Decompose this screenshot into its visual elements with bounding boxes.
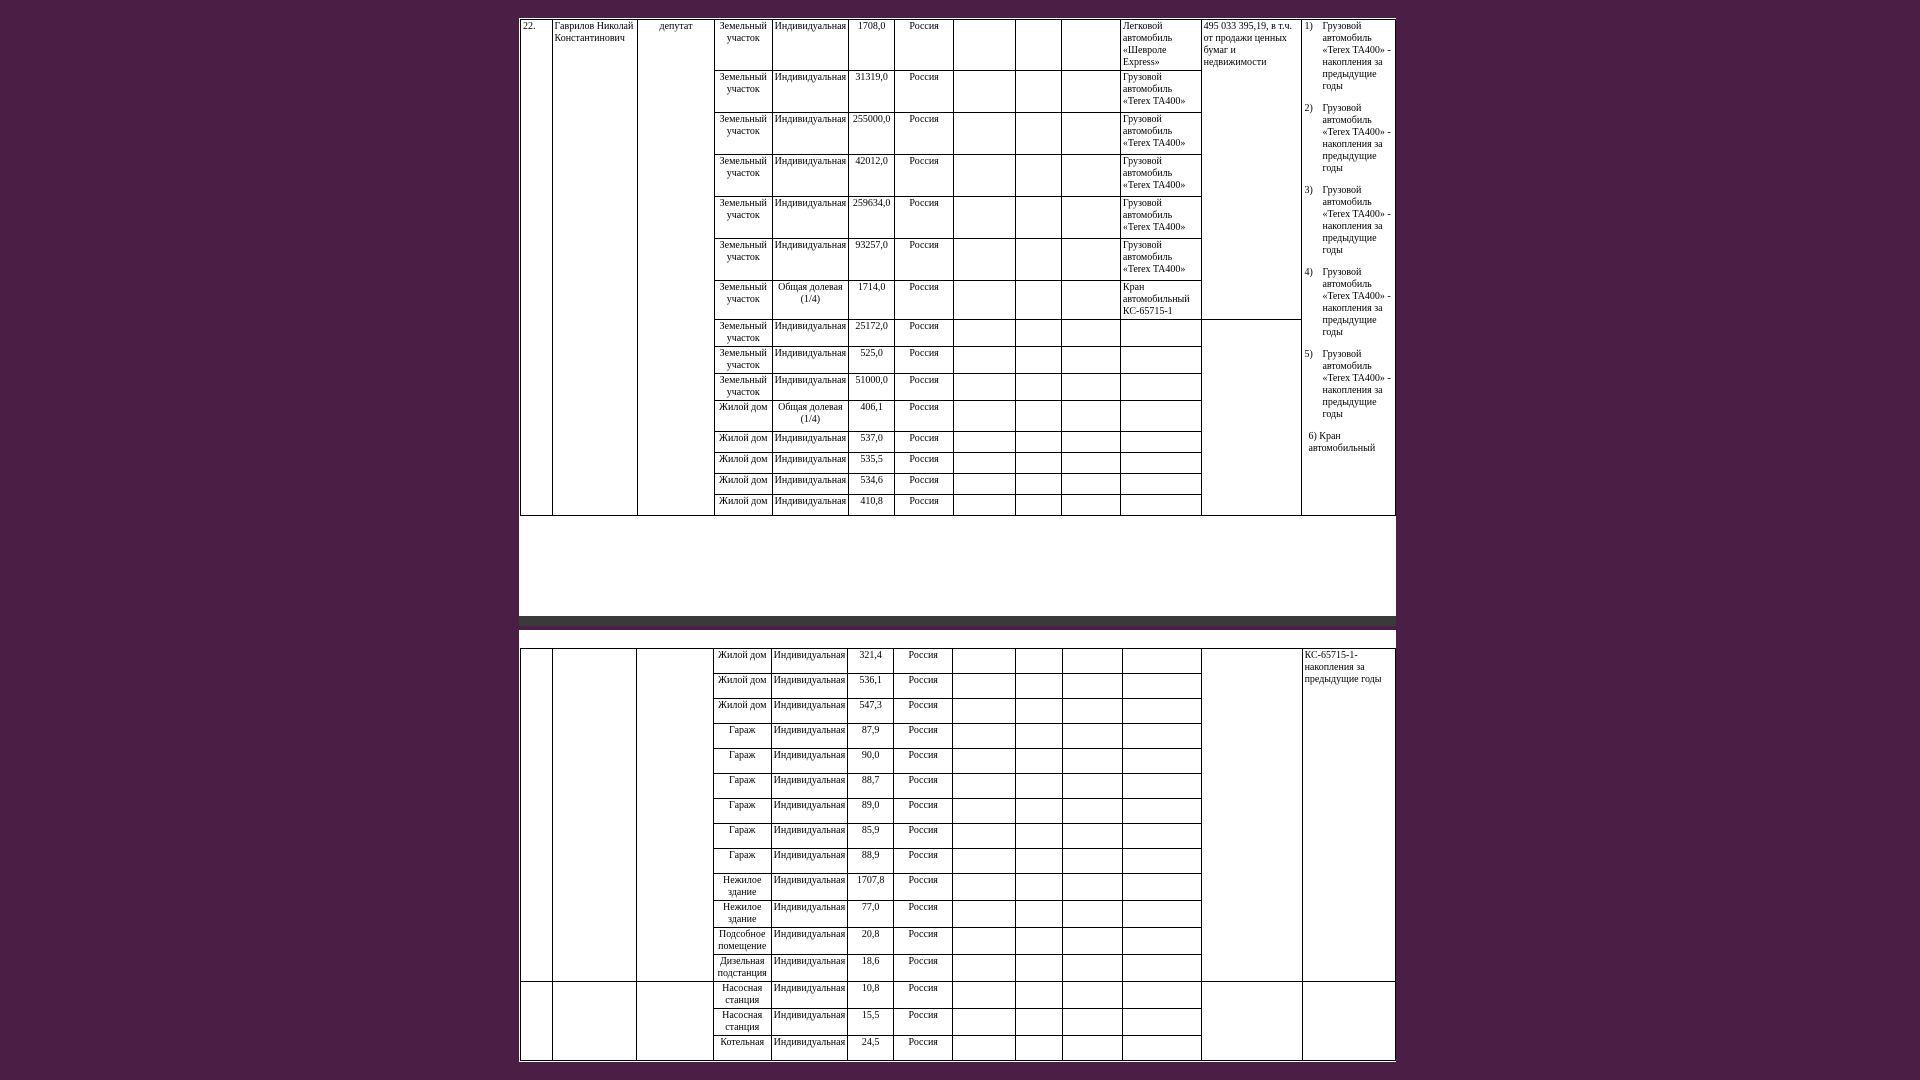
property-country: Россия xyxy=(893,982,953,1009)
funding-sources xyxy=(1302,20,1396,516)
empty-cell xyxy=(953,799,1016,824)
empty-cell xyxy=(953,774,1016,799)
property-country: Россия xyxy=(893,799,953,824)
empty-cell xyxy=(1061,155,1120,197)
empty-cell xyxy=(1061,347,1120,374)
empty-cell xyxy=(1061,239,1120,281)
ownership-type: Индивидуальная xyxy=(771,901,848,928)
empty-cell xyxy=(1061,281,1120,320)
property-country: Россия xyxy=(895,453,954,474)
property-type: Жилой дом xyxy=(714,474,772,495)
empty-cell xyxy=(1122,724,1202,749)
property-type: Гараж xyxy=(713,824,771,849)
property-country: Россия xyxy=(895,239,954,281)
property-area: 1708,0 xyxy=(849,20,895,71)
ownership-type: Общая долевая (1/4) xyxy=(772,401,849,432)
property-type: Жилой дом xyxy=(713,699,771,724)
property-type: Жилой дом xyxy=(714,432,772,453)
property-type: Котельная xyxy=(713,1036,771,1061)
empty-cell xyxy=(1122,874,1202,901)
property-type: Земельный участок xyxy=(714,374,772,401)
empty-cell xyxy=(954,453,1016,474)
empty-cell xyxy=(1016,749,1062,774)
property-area: 10,8 xyxy=(848,982,894,1009)
property-country: Россия xyxy=(893,649,953,674)
empty-cell xyxy=(954,320,1016,347)
empty-cell xyxy=(954,432,1016,453)
empty-cell xyxy=(1122,1009,1202,1036)
property-country: Россия xyxy=(893,874,953,901)
empty-cell xyxy=(1202,649,1302,982)
list-item-number: 5) xyxy=(1304,349,1313,360)
list-item-6: 6) Кран автомобильный xyxy=(1308,431,1376,454)
property-area: 51000,0 xyxy=(849,374,895,401)
ownership-type: Индивидуальная xyxy=(772,239,849,281)
ownership-type: Индивидуальная xyxy=(771,928,848,955)
empty-cell xyxy=(1061,374,1120,401)
empty-cell xyxy=(1122,824,1202,849)
ownership-type: Индивидуальная xyxy=(772,20,849,71)
property-type: Земельный участок xyxy=(714,71,772,113)
property-country: Россия xyxy=(893,901,953,928)
property-area: 535,5 xyxy=(849,453,895,474)
property-type: Земельный участок xyxy=(714,320,772,347)
empty-cell xyxy=(1120,453,1201,474)
list-item xyxy=(1304,103,1393,175)
empty-cell xyxy=(1122,982,1202,1009)
vehicle: Кран автомобильный КС-65715-1 xyxy=(1120,281,1201,320)
property-area: 534,6 xyxy=(849,474,895,495)
property-country: Россия xyxy=(895,20,954,71)
empty-cell xyxy=(1122,799,1202,824)
empty-cell xyxy=(1016,649,1062,674)
empty-cell xyxy=(1016,239,1062,281)
funding-sources-list xyxy=(1304,21,1393,421)
empty-cell xyxy=(1016,674,1062,699)
empty-cell xyxy=(1062,724,1122,749)
row-number: 22. xyxy=(521,20,553,516)
empty-cell xyxy=(521,982,553,1061)
list-item xyxy=(1304,185,1393,257)
empty-cell xyxy=(1016,155,1062,197)
ownership-type: Индивидуальная xyxy=(771,674,848,699)
empty-cell xyxy=(1061,113,1120,155)
list-item-text: Грузовой автомобиль «Terex TA400» - накопления за предыдущие годы xyxy=(1322,349,1391,420)
empty-cell xyxy=(954,281,1016,320)
empty-cell xyxy=(1061,20,1120,71)
property-type: Земельный участок xyxy=(714,113,772,155)
empty-cell xyxy=(1061,71,1120,113)
list-item-number: 2) xyxy=(1304,103,1313,114)
empty-cell xyxy=(1062,674,1122,699)
empty-cell xyxy=(954,20,1016,71)
list-item xyxy=(1304,349,1393,421)
empty-cell xyxy=(1016,374,1062,401)
property-area: 88,9 xyxy=(848,849,894,874)
ownership-type: Индивидуальная xyxy=(771,874,848,901)
empty-cell xyxy=(1120,347,1201,374)
ownership-type: Индивидуальная xyxy=(772,495,849,516)
property-type: Земельный участок xyxy=(714,281,772,320)
property-area: 85,9 xyxy=(848,824,894,849)
property-area: 89,0 xyxy=(848,799,894,824)
ownership-type: Индивидуальная xyxy=(772,347,849,374)
vehicle: Грузовой автомобиль «Terex TA400» xyxy=(1120,197,1201,239)
ownership-type: Индивидуальная xyxy=(771,774,848,799)
property-type: Жилой дом xyxy=(713,674,771,699)
list-item-text: Грузовой автомобиль «Terex TA400» - накопления за предыдущие годы xyxy=(1322,103,1391,174)
property-type: Земельный участок xyxy=(714,155,772,197)
empty-cell xyxy=(953,824,1016,849)
ownership-type: Индивидуальная xyxy=(772,374,849,401)
table-row xyxy=(521,982,1396,1009)
ownership-type: Индивидуальная xyxy=(772,320,849,347)
property-country: Россия xyxy=(893,1009,953,1036)
empty-cell xyxy=(954,197,1016,239)
property-country: Россия xyxy=(893,1036,953,1061)
empty-cell xyxy=(1122,674,1202,699)
property-area: 42012,0 xyxy=(849,155,895,197)
property-area: 25172,0 xyxy=(849,320,895,347)
empty-cell xyxy=(953,1036,1016,1061)
empty-cell xyxy=(1120,401,1201,432)
empty-cell xyxy=(1062,649,1122,674)
property-country: Россия xyxy=(893,928,953,955)
property-type: Насосная станция xyxy=(713,1009,771,1036)
empty-cell xyxy=(953,649,1016,674)
property-area: 406,1 xyxy=(849,401,895,432)
declaration-table-page-2 xyxy=(520,648,1396,1061)
property-area: 31319,0 xyxy=(849,71,895,113)
property-area: 321,4 xyxy=(848,649,894,674)
empty-cell xyxy=(1016,874,1062,901)
empty-cell xyxy=(637,649,714,982)
empty-cell xyxy=(953,928,1016,955)
property-country: Россия xyxy=(893,674,953,699)
declared-income: 495 033 395,19, в т.ч. от продажи ценных бумаг и недвижимости xyxy=(1201,20,1302,320)
empty-cell xyxy=(1061,453,1120,474)
list-item xyxy=(1304,267,1393,339)
list-item-number: 4) xyxy=(1304,267,1313,278)
ownership-type: Индивидуальная xyxy=(771,724,848,749)
property-country: Россия xyxy=(893,849,953,874)
empty-cell xyxy=(1016,71,1062,113)
funding-sources-continued: КС-65715-1- накопления за предыдущие годы xyxy=(1302,649,1395,982)
empty-cell xyxy=(1061,320,1120,347)
empty-cell xyxy=(1062,982,1122,1009)
empty-cell xyxy=(1062,774,1122,799)
empty-cell xyxy=(1122,774,1202,799)
empty-cell xyxy=(1062,849,1122,874)
empty-cell xyxy=(1120,474,1201,495)
empty-cell xyxy=(1062,749,1122,774)
property-area: 410,8 xyxy=(849,495,895,516)
property-area: 1714,0 xyxy=(849,281,895,320)
empty-cell xyxy=(954,239,1016,281)
ownership-type: Индивидуальная xyxy=(772,155,849,197)
property-area: 525,0 xyxy=(849,347,895,374)
empty-cell xyxy=(1062,928,1122,955)
empty-cell xyxy=(1016,849,1062,874)
empty-cell xyxy=(1016,724,1062,749)
empty-cell xyxy=(1120,432,1201,453)
vehicle: Грузовой автомобиль «Terex TA400» xyxy=(1120,239,1201,281)
empty-cell xyxy=(1062,699,1122,724)
empty-cell xyxy=(954,374,1016,401)
property-area: 537,0 xyxy=(849,432,895,453)
empty-cell xyxy=(1061,474,1120,495)
property-type: Насосная станция xyxy=(713,982,771,1009)
property-country: Россия xyxy=(893,724,953,749)
empty-cell xyxy=(953,874,1016,901)
property-type: Земельный участок xyxy=(714,347,772,374)
ownership-type: Индивидуальная xyxy=(771,1009,848,1036)
empty-cell xyxy=(1016,982,1062,1009)
property-country: Россия xyxy=(893,774,953,799)
empty-cell xyxy=(637,982,714,1061)
property-country: Россия xyxy=(895,113,954,155)
empty-cell xyxy=(954,155,1016,197)
property-type: Земельный участок xyxy=(714,20,772,71)
person-position: депутат xyxy=(638,20,715,516)
property-type: Земельный участок xyxy=(714,239,772,281)
property-area: 1707,8 xyxy=(848,874,894,901)
document-page-1 xyxy=(519,18,1396,622)
empty-cell xyxy=(953,699,1016,724)
table-row xyxy=(521,649,1396,674)
empty-cell xyxy=(954,474,1016,495)
property-area: 20,8 xyxy=(848,928,894,955)
empty-cell xyxy=(1016,1009,1062,1036)
property-area: 18,6 xyxy=(848,955,894,982)
ownership-type: Индивидуальная xyxy=(772,71,849,113)
empty-cell xyxy=(1016,474,1062,495)
property-type: Подсобное помещение xyxy=(713,928,771,955)
empty-cell xyxy=(1016,824,1062,849)
property-area: 536,1 xyxy=(848,674,894,699)
empty-cell xyxy=(1061,197,1120,239)
property-type: Жилой дом xyxy=(714,453,772,474)
empty-cell xyxy=(953,982,1016,1009)
property-area: 15,5 xyxy=(848,1009,894,1036)
empty-cell xyxy=(954,401,1016,432)
ownership-type: Общая долевая (1/4) xyxy=(772,281,849,320)
property-country: Россия xyxy=(895,495,954,516)
property-type: Нежилое здание xyxy=(713,901,771,928)
empty-cell xyxy=(1202,982,1302,1061)
empty-cell xyxy=(954,495,1016,516)
ownership-type: Индивидуальная xyxy=(772,113,849,155)
empty-cell xyxy=(1061,401,1120,432)
empty-cell xyxy=(1302,982,1395,1061)
person-name: Гаврилов Николай Константинович xyxy=(552,20,638,516)
property-area: 90,0 xyxy=(848,749,894,774)
empty-cell xyxy=(953,849,1016,874)
vehicle: Грузовой автомобиль «Terex TA400» xyxy=(1120,155,1201,197)
ownership-type: Индивидуальная xyxy=(772,474,849,495)
property-area: 87,9 xyxy=(848,724,894,749)
property-area: 88,7 xyxy=(848,774,894,799)
list-item-number: 3) xyxy=(1304,185,1313,196)
ownership-type: Индивидуальная xyxy=(771,699,848,724)
property-type: Нежилое здание xyxy=(713,874,771,901)
property-type: Земельный участок xyxy=(714,197,772,239)
empty-cell xyxy=(1061,495,1120,516)
empty-cell xyxy=(1016,320,1062,347)
empty-cell xyxy=(953,674,1016,699)
empty-cell xyxy=(1120,320,1201,347)
empty-cell xyxy=(1201,320,1302,516)
empty-cell xyxy=(1062,874,1122,901)
empty-cell xyxy=(1016,1036,1062,1061)
declaration-table-page-1 xyxy=(520,19,1396,516)
property-type: Гараж xyxy=(713,749,771,774)
list-item-text: Грузовой автомобиль «Terex TA400» - накопления за предыдущие годы xyxy=(1322,21,1391,92)
property-country: Россия xyxy=(895,71,954,113)
empty-cell xyxy=(1016,20,1062,71)
empty-cell xyxy=(1016,281,1062,320)
property-type: Жилой дом xyxy=(714,401,772,432)
empty-cell xyxy=(1061,432,1120,453)
empty-cell xyxy=(1016,401,1062,432)
property-country: Россия xyxy=(895,155,954,197)
empty-cell xyxy=(1016,699,1062,724)
empty-cell xyxy=(1016,774,1062,799)
vehicle: Легковой автомобиль «Шевроле Express» xyxy=(1120,20,1201,71)
list-item-text: Грузовой автомобиль «Terex TA400» - накопления за предыдущие годы xyxy=(1322,185,1391,256)
empty-cell xyxy=(953,749,1016,774)
property-type: Гараж xyxy=(713,799,771,824)
property-country: Россия xyxy=(895,432,954,453)
empty-cell xyxy=(521,649,553,982)
empty-cell xyxy=(1016,113,1062,155)
empty-cell xyxy=(1062,901,1122,928)
property-area: 24,5 xyxy=(848,1036,894,1061)
empty-cell xyxy=(1062,955,1122,982)
empty-cell xyxy=(1016,799,1062,824)
empty-cell xyxy=(1122,849,1202,874)
empty-cell xyxy=(1016,432,1062,453)
vehicle: Грузовой автомобиль «Terex TA400» xyxy=(1120,71,1201,113)
empty-cell xyxy=(953,901,1016,928)
empty-cell xyxy=(552,982,637,1061)
empty-cell xyxy=(954,71,1016,113)
property-country: Россия xyxy=(895,401,954,432)
property-area: 255000,0 xyxy=(849,113,895,155)
ownership-type: Индивидуальная xyxy=(772,432,849,453)
empty-cell xyxy=(1016,901,1062,928)
property-type: Жилой дом xyxy=(713,649,771,674)
empty-cell xyxy=(1016,495,1062,516)
list-item xyxy=(1304,21,1393,93)
table-row xyxy=(521,20,1396,71)
empty-cell xyxy=(954,113,1016,155)
document-page-2 xyxy=(519,630,1396,1062)
property-country: Россия xyxy=(893,699,953,724)
property-area: 547,3 xyxy=(848,699,894,724)
empty-cell xyxy=(1122,749,1202,774)
property-country: Россия xyxy=(895,281,954,320)
empty-cell xyxy=(1122,955,1202,982)
ownership-type: Индивидуальная xyxy=(772,197,849,239)
empty-cell xyxy=(1016,955,1062,982)
empty-cell xyxy=(1016,928,1062,955)
ownership-type: Индивидуальная xyxy=(772,453,849,474)
empty-cell xyxy=(953,955,1016,982)
property-type: Гараж xyxy=(713,724,771,749)
empty-cell xyxy=(1062,1009,1122,1036)
ownership-type: Индивидуальная xyxy=(771,982,848,1009)
ownership-type: Индивидуальная xyxy=(771,1036,848,1061)
list-item-text: Грузовой автомобиль «Terex TA400» - накопления за предыдущие годы xyxy=(1322,267,1391,338)
vehicle: Грузовой автомобиль «Terex TA400» xyxy=(1120,113,1201,155)
property-type: Дизельная подстанция xyxy=(713,955,771,982)
ownership-type: Индивидуальная xyxy=(771,955,848,982)
property-area: 93257,0 xyxy=(849,239,895,281)
ownership-type: Индивидуальная xyxy=(771,799,848,824)
property-area: 259634,0 xyxy=(849,197,895,239)
ownership-type: Индивидуальная xyxy=(771,749,848,774)
property-country: Россия xyxy=(893,955,953,982)
empty-cell xyxy=(954,347,1016,374)
empty-cell xyxy=(1120,374,1201,401)
empty-cell xyxy=(1062,799,1122,824)
ownership-type: Индивидуальная xyxy=(771,824,848,849)
property-country: Россия xyxy=(895,197,954,239)
empty-cell xyxy=(1120,495,1201,516)
ownership-type: Индивидуальная xyxy=(771,649,848,674)
empty-cell xyxy=(1016,197,1062,239)
property-country: Россия xyxy=(895,374,954,401)
property-type: Гараж xyxy=(713,774,771,799)
empty-cell xyxy=(1016,453,1062,474)
empty-cell xyxy=(1122,1036,1202,1061)
list-item-number: 1) xyxy=(1304,21,1313,32)
empty-cell xyxy=(953,1009,1016,1036)
empty-cell xyxy=(1122,649,1202,674)
ownership-type: Индивидуальная xyxy=(771,849,848,874)
property-country: Россия xyxy=(893,824,953,849)
property-country: Россия xyxy=(895,347,954,374)
property-country: Россия xyxy=(895,474,954,495)
empty-cell xyxy=(953,724,1016,749)
property-country: Россия xyxy=(893,749,953,774)
property-country: Россия xyxy=(895,320,954,347)
empty-cell xyxy=(1122,901,1202,928)
property-type: Гараж xyxy=(713,849,771,874)
empty-cell xyxy=(1062,824,1122,849)
empty-cell xyxy=(1016,347,1062,374)
empty-cell xyxy=(552,649,637,982)
empty-cell xyxy=(1062,1036,1122,1061)
property-type: Жилой дом xyxy=(714,495,772,516)
empty-cell xyxy=(1122,928,1202,955)
empty-cell xyxy=(1122,699,1202,724)
property-area: 77,0 xyxy=(848,901,894,928)
page-divider xyxy=(519,616,1396,626)
